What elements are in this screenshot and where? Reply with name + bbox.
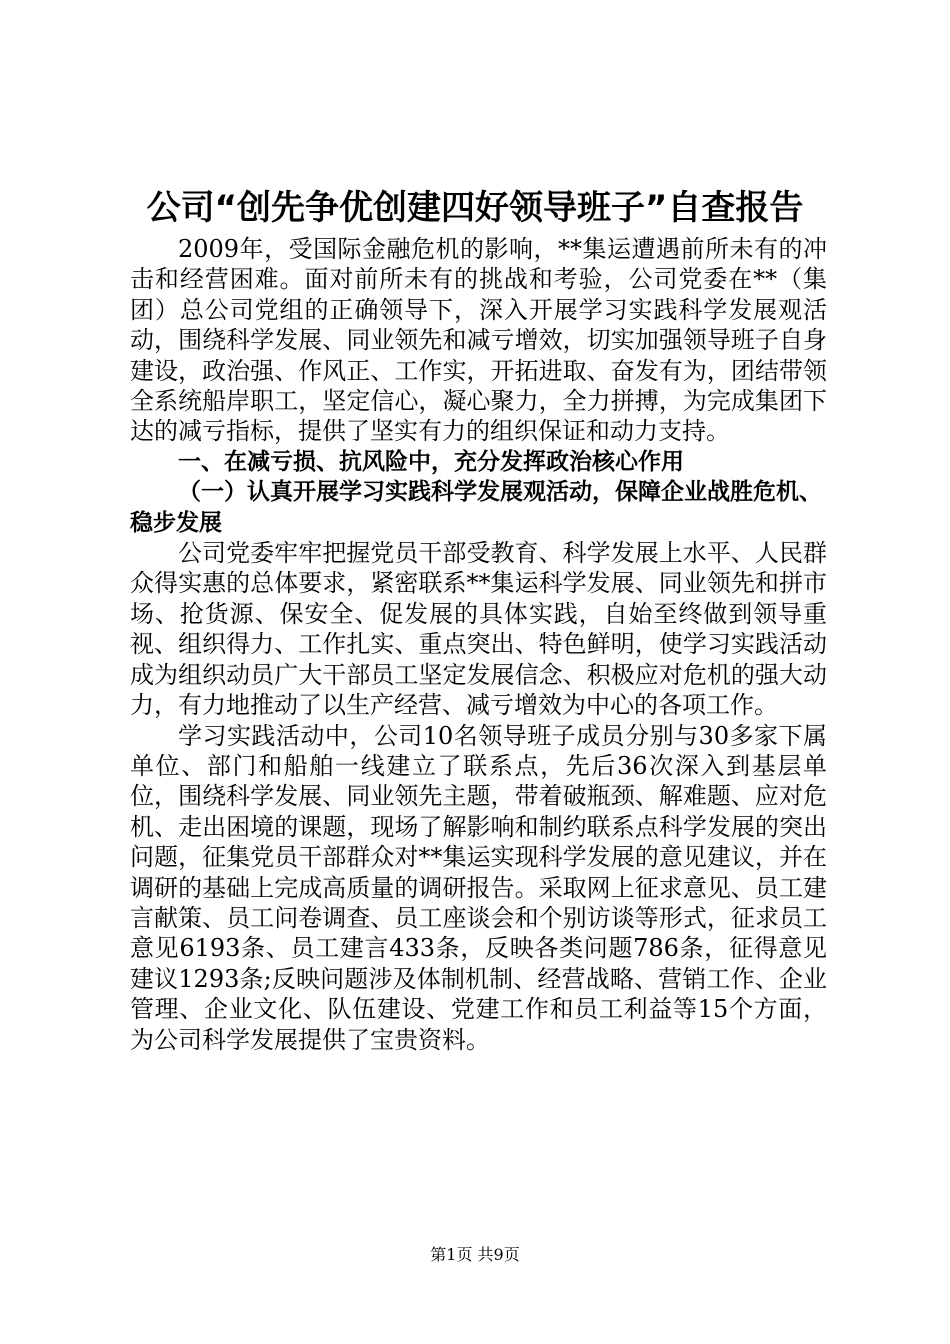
intro-paragraph: 2009年，受国际金融危机的影响，**集运遭遇前所未有的冲击和经营困难。面对前所未有的挑战和考验，公司党委在**（集团）总公司党组的正确领导下，深入开展学习实践科学发展观活动，围绕科学发展、同业领先和减亏增效，切实加强领导班子自身建设，政治强、作风正、工作实，开拓进取、奋发有为，团结带领全系统船岸职工，坚定信心，凝心聚力，全力拼搏，为完成集团下达的减亏指标，提供了坚实有力的组织保证和动力支持。: [130, 235, 827, 446]
body-paragraph-2: 学习实践活动中，公司10名领导班子成员分别与30多家下属单位、部门和船舶一线建立了联系点，先后36次深入到基层单位，围绕科学发展、同业领先主题，带着破瓶颈、解难题、应对危机、走出困境的课题，现场了解影响和制约联系点科学发展的突出问题，征集党员干部群众对**集运实现科学发展的意见建议，并在调研的基础上完成高质量的调研报告。采取网上征求意见、员工建言献策、员工问卷调查、员工座谈会和个别访谈等形式，征求员工意见6193条、员工建言433条，反映各类问题786条，征得意见建议1293条;反映问题涉及体制机制、经营战略、营销工作、企业管理、企业文化、队伍建设、党建工作和员工利益等15个方面，为公司科学发展提供了宝贵资料。: [130, 721, 827, 1054]
section-heading-1: 一、在减亏损、抗风险中，充分发挥政治核心作用: [178, 448, 684, 475]
document-body: [130, 234, 827, 1055]
body-paragraph-1: 公司党委牢牢把握党员干部受教育、科学发展上水平、人民群众得实惠的总体要求，紧密联系**集运科学发展、同业领先和拼市场、抢货源、保安全、促发展的具体实践，自始至终做到领导重视、组织得力、工作扎实、重点突出、特色鲜明，使学习实践活动成为组织动员广大干部员工坚定发展信念、积极应对危机的强大动力，有力地推动了以生产经营、减亏增效为中心的各项工作。: [130, 539, 827, 720]
page-number-footer: 第1页 共9页: [430, 1245, 520, 1264]
subsection-heading-1: （一）认真开展学习实践科学发展观活动，保障企业战胜危机、稳步发展: [130, 479, 822, 536]
document-title: 公司“创先争优创建四好领导班子”自查报告: [146, 188, 804, 228]
